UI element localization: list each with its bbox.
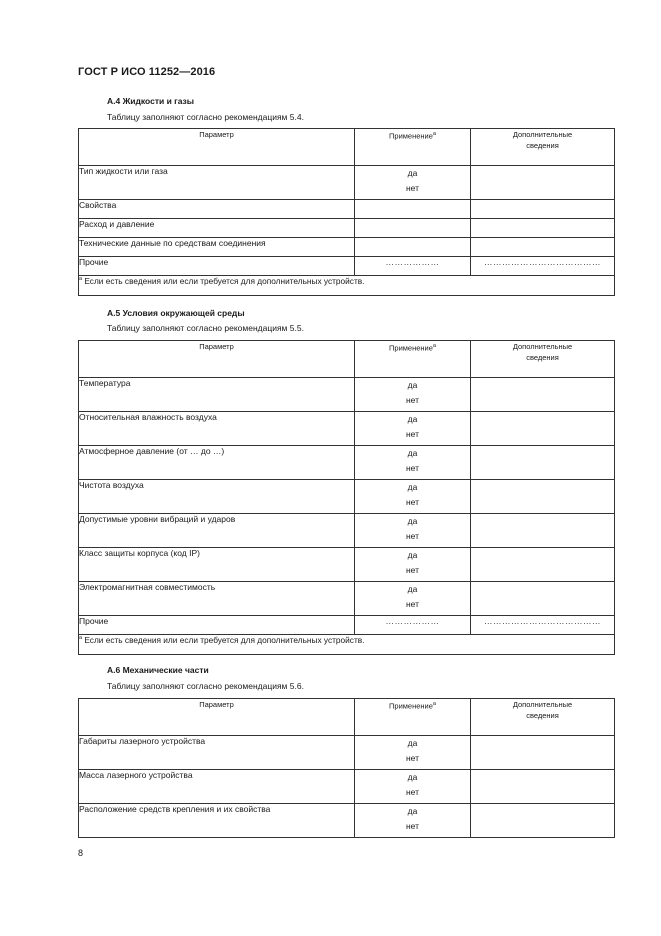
table-a4 [78, 128, 615, 296]
usage-cell[interactable] [355, 219, 471, 238]
usage-cell[interactable]: да нет [355, 548, 471, 582]
extra-cell[interactable] [471, 804, 615, 838]
table-a5 [78, 340, 615, 655]
table-row [79, 616, 615, 635]
table-row [79, 770, 615, 804]
usage-cell[interactable]: да нет [355, 582, 471, 616]
usage-cell[interactable]: да нет [355, 514, 471, 548]
table-row [79, 219, 615, 238]
section-a4-title: А.4 Жидкости и газы [107, 96, 195, 106]
param-cell: Тип жидкости или газа [79, 166, 355, 200]
param-cell: Относительная влажность воздуха [79, 412, 355, 446]
param-cell: Температура [79, 378, 355, 412]
usage-cell[interactable]: да нет [355, 412, 471, 446]
table-row [79, 378, 615, 412]
table-header-row [79, 699, 615, 736]
table-row [79, 804, 615, 838]
usage-cell[interactable] [355, 238, 471, 257]
usage-dots-cell[interactable]: ……………… [355, 257, 471, 276]
extra-cell[interactable] [471, 582, 615, 616]
table-header-row [79, 341, 615, 378]
usage-cell[interactable]: да нет [355, 446, 471, 480]
param-cell: Расход и давление [79, 219, 355, 238]
table-row [79, 446, 615, 480]
footnote: $^а$ Если есть сведения или если требуется для дополнительных устройств. [79, 635, 615, 655]
col-header-usage: Применение$^а$ [355, 699, 471, 736]
param-cell: Прочие [79, 616, 355, 635]
param-cell: Расположение средств крепления и их свойства [79, 804, 355, 838]
table-header-row [79, 129, 615, 166]
table-row [79, 548, 615, 582]
usage-dots-cell[interactable]: ……………… [355, 616, 471, 635]
table-row [79, 238, 615, 257]
extra-cell[interactable] [471, 166, 615, 200]
footnote-row [79, 276, 615, 296]
param-cell: Допустимые уровни вибраций и ударов [79, 514, 355, 548]
table-row [79, 514, 615, 548]
extra-cell[interactable] [471, 200, 615, 219]
param-cell: Электромагнитная совместимость [79, 582, 355, 616]
extra-cell[interactable] [471, 446, 615, 480]
param-cell: Прочие [79, 257, 355, 276]
col-header-usage: Применение$^а$ [355, 341, 471, 378]
usage-cell[interactable]: да нет [355, 736, 471, 770]
usage-cell[interactable]: да нет [355, 804, 471, 838]
section-a5-intro: Таблицу заполняют согласно рекомендациям 5.5. [107, 323, 304, 333]
extra-dots-cell[interactable]: ………………………………… [471, 257, 615, 276]
param-cell: Масса лазерного устройства [79, 770, 355, 804]
table-a6 [78, 698, 615, 838]
extra-cell[interactable] [471, 548, 615, 582]
extra-cell[interactable] [471, 736, 615, 770]
param-cell: Чистота воздуха [79, 480, 355, 514]
usage-cell[interactable]: да нет [355, 770, 471, 804]
col-header-param: Параметр [79, 129, 355, 166]
footnote-row [79, 635, 615, 655]
section-a4-intro: Таблицу заполняют согласно рекомендациям 5.4. [107, 112, 304, 122]
param-cell: Атмосферное давление (от … до …) [79, 446, 355, 480]
extra-cell[interactable] [471, 238, 615, 257]
extra-cell[interactable] [471, 219, 615, 238]
col-header-extra: Дополнительные сведения [471, 129, 615, 166]
table-row [79, 257, 615, 276]
extra-cell[interactable] [471, 412, 615, 446]
table-row [79, 582, 615, 616]
extra-cell[interactable] [471, 480, 615, 514]
table-row [79, 480, 615, 514]
document-header: ГОСТ Р ИСО 11252—2016 [78, 66, 216, 78]
usage-cell[interactable]: да нет [355, 480, 471, 514]
col-header-param: Параметр [79, 699, 355, 736]
footnote: $^а$ Если есть сведения или если требуется для дополнительных устройств. [79, 276, 615, 296]
usage-cell[interactable] [355, 200, 471, 219]
extra-cell[interactable] [471, 378, 615, 412]
usage-cell[interactable]: да нет [355, 378, 471, 412]
col-header-extra: Дополнительные сведения [471, 699, 615, 736]
table-row [79, 166, 615, 200]
col-header-param: Параметр [79, 341, 355, 378]
section-a6-intro: Таблицу заполняют согласно рекомендациям 5.6. [107, 681, 304, 691]
usage-cell[interactable]: да нет [355, 166, 471, 200]
param-cell: Класс защиты корпуса (код IP) [79, 548, 355, 582]
table-row [79, 412, 615, 446]
page-number: 8 [78, 848, 84, 858]
section-a6-title: А.6 Механические части [107, 665, 209, 675]
param-cell: Габариты лазерного устройства [79, 736, 355, 770]
param-cell: Свойства [79, 200, 355, 219]
param-cell: Технические данные по средствам соединения [79, 238, 355, 257]
col-header-usage: Применение$^а$ [355, 129, 471, 166]
col-header-extra: Дополнительные сведения [471, 341, 615, 378]
extra-cell[interactable] [471, 770, 615, 804]
section-a5-title: А.5 Условия окружающей среды [107, 308, 245, 318]
extra-cell[interactable] [471, 514, 615, 548]
table-row [79, 200, 615, 219]
table-row [79, 736, 615, 770]
extra-dots-cell[interactable]: ………………………………… [471, 616, 615, 635]
